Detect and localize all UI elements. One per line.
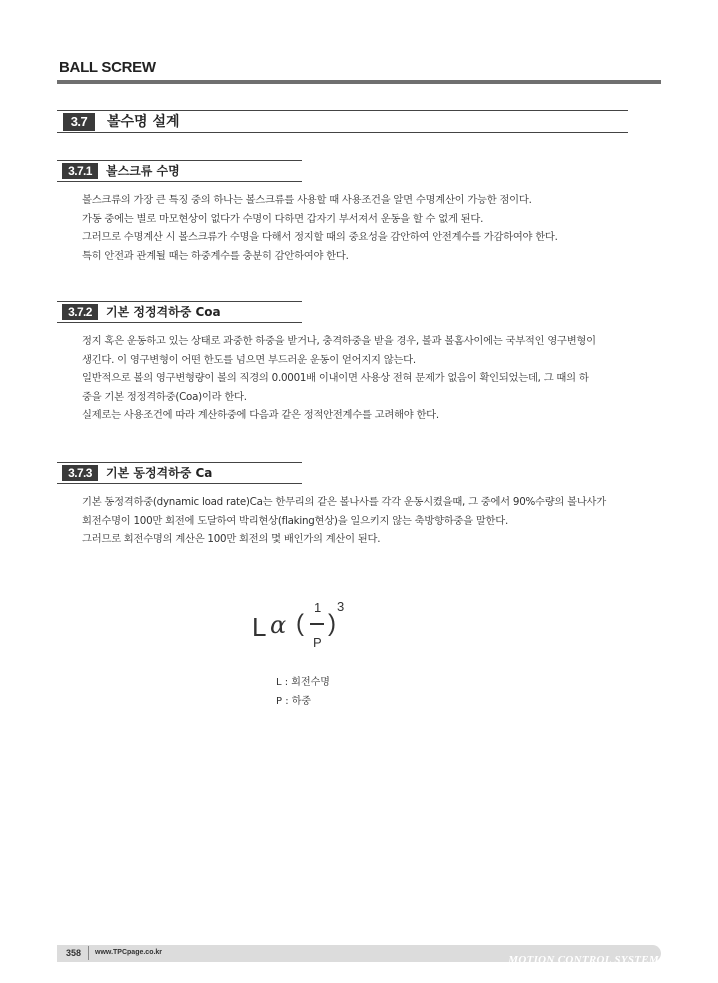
- section-number: 3.7: [63, 113, 95, 131]
- paragraph-ball-screw-life: [82, 191, 642, 265]
- subsection-rule-top: [57, 301, 302, 302]
- section-title: 볼수명 설계: [107, 114, 180, 130]
- paragraph-static-load-rating: [82, 332, 642, 425]
- formula-exponent: 3: [337, 599, 345, 614]
- formula-fraction-bar: [310, 623, 324, 625]
- paragraph-dynamic-load-rating: [82, 493, 642, 549]
- formula-denominator: P: [313, 635, 322, 650]
- formula-numerator: 1: [314, 600, 322, 615]
- footer-separator: [88, 946, 89, 960]
- paragraph-line: 볼스크류의 가장 큰 특징 중의 하나는 볼스크류를 사용할 때 사용조건을 알면 수명계산이 가능한 점이다.: [82, 194, 532, 206]
- section-rule-top: [57, 110, 628, 111]
- paragraph-line: 가동 중에는 별로 마모현상이 없다가 수명이 다하면 갑자기 부서져서 운동을 할 수 없게 된다.: [82, 212, 484, 225]
- subsection-heading-3-7-1: [57, 160, 302, 182]
- formula-legend: [276, 673, 330, 711]
- legend-item-load: P : 하중: [276, 696, 312, 707]
- subsection-title: 볼스크류 수명: [106, 164, 180, 178]
- subsection-heading-3-7-3: [57, 462, 302, 484]
- paragraph-line: 생긴다. 이 영구변형이 어떤 한도를 넘으면 부드러운 운동이 얻어지지 않는다.: [82, 353, 416, 366]
- header-rule: [57, 80, 661, 84]
- paragraph-line: 그러므로 회전수명의 계산은 100만 회전의 몇 배인가의 계산이 된다.: [82, 533, 381, 545]
- subsection-number: 3.7.1: [62, 163, 98, 179]
- formula-open-paren: (: [296, 610, 304, 637]
- formula-life-symbol: L: [252, 612, 267, 642]
- subsection-rule-bottom: [57, 322, 302, 323]
- footer-brand: MOTION CONTROL SYSTEM: [508, 954, 659, 966]
- legend-item-life: L : 회전수명: [276, 677, 330, 688]
- life-formula: [252, 598, 372, 658]
- footer-website: www.TPCpage.co.kr: [95, 949, 163, 956]
- paragraph-line: 특히 안전과 관계될 때는 하중계수를 충분히 감안하여야 한다.: [82, 249, 349, 262]
- subsection-rule-bottom: [57, 181, 302, 182]
- subsection-rule-bottom: [57, 483, 302, 484]
- paragraph-line: 그러므로 수명계산 시 볼스크류가 수명을 다해서 정지할 때의 중요성을 감안하여 안전계수를 가감하여야 한다.: [82, 231, 558, 243]
- subsection-number: 3.7.2: [62, 304, 98, 320]
- running-header-title: BALL SCREW: [59, 59, 156, 76]
- subsection-number: 3.7.3: [62, 465, 98, 481]
- paragraph-line: 정지 혹은 운동하고 있는 상태로 과중한 하중을 받거나, 충격하중을 받을 경우, 볼과 볼홈사이에는 국부적인 영구변형이: [82, 335, 596, 347]
- formula-proportional-symbol: α: [270, 611, 287, 639]
- subsection-title: 기본 정정격하중 Coa: [106, 305, 221, 319]
- section-heading: [57, 110, 628, 133]
- paragraph-line: 기본 동정격하중(dynamic load rate)Ca는 한무리의 같은 볼나사를 각각 운동시켰을때, 그 중에서 90%수량의 볼나사가: [82, 496, 606, 508]
- paragraph-line: 회전수명이 100만 회전에 도달하여 박리현상(flaking현상)을 일으키지 않는 축방향하중을 말한다.: [82, 514, 508, 527]
- page-number: 358: [66, 948, 82, 958]
- paragraph-line: 중을 기본 정정격하중(Coa)이라 한다.: [82, 390, 247, 403]
- subsection-rule-top: [57, 160, 302, 161]
- subsection-heading-3-7-2: [57, 301, 302, 323]
- section-rule-bottom: [57, 132, 628, 133]
- subsection-title: 기본 동정격하중 Ca: [106, 466, 213, 480]
- paragraph-line: 실제로는 사용조건에 따라 계산하중에 다음과 같은 정적안전계수를 고려해야 한다.: [82, 409, 439, 421]
- subsection-rule-top: [57, 462, 302, 463]
- paragraph-line: 일반적으로 볼의 영구변형량이 볼의 직경의 0.0001배 이내이면 사용상 전혀 문제가 없음이 확인되었는데, 그 때의 하: [82, 372, 589, 384]
- formula-close-paren: ): [328, 610, 336, 637]
